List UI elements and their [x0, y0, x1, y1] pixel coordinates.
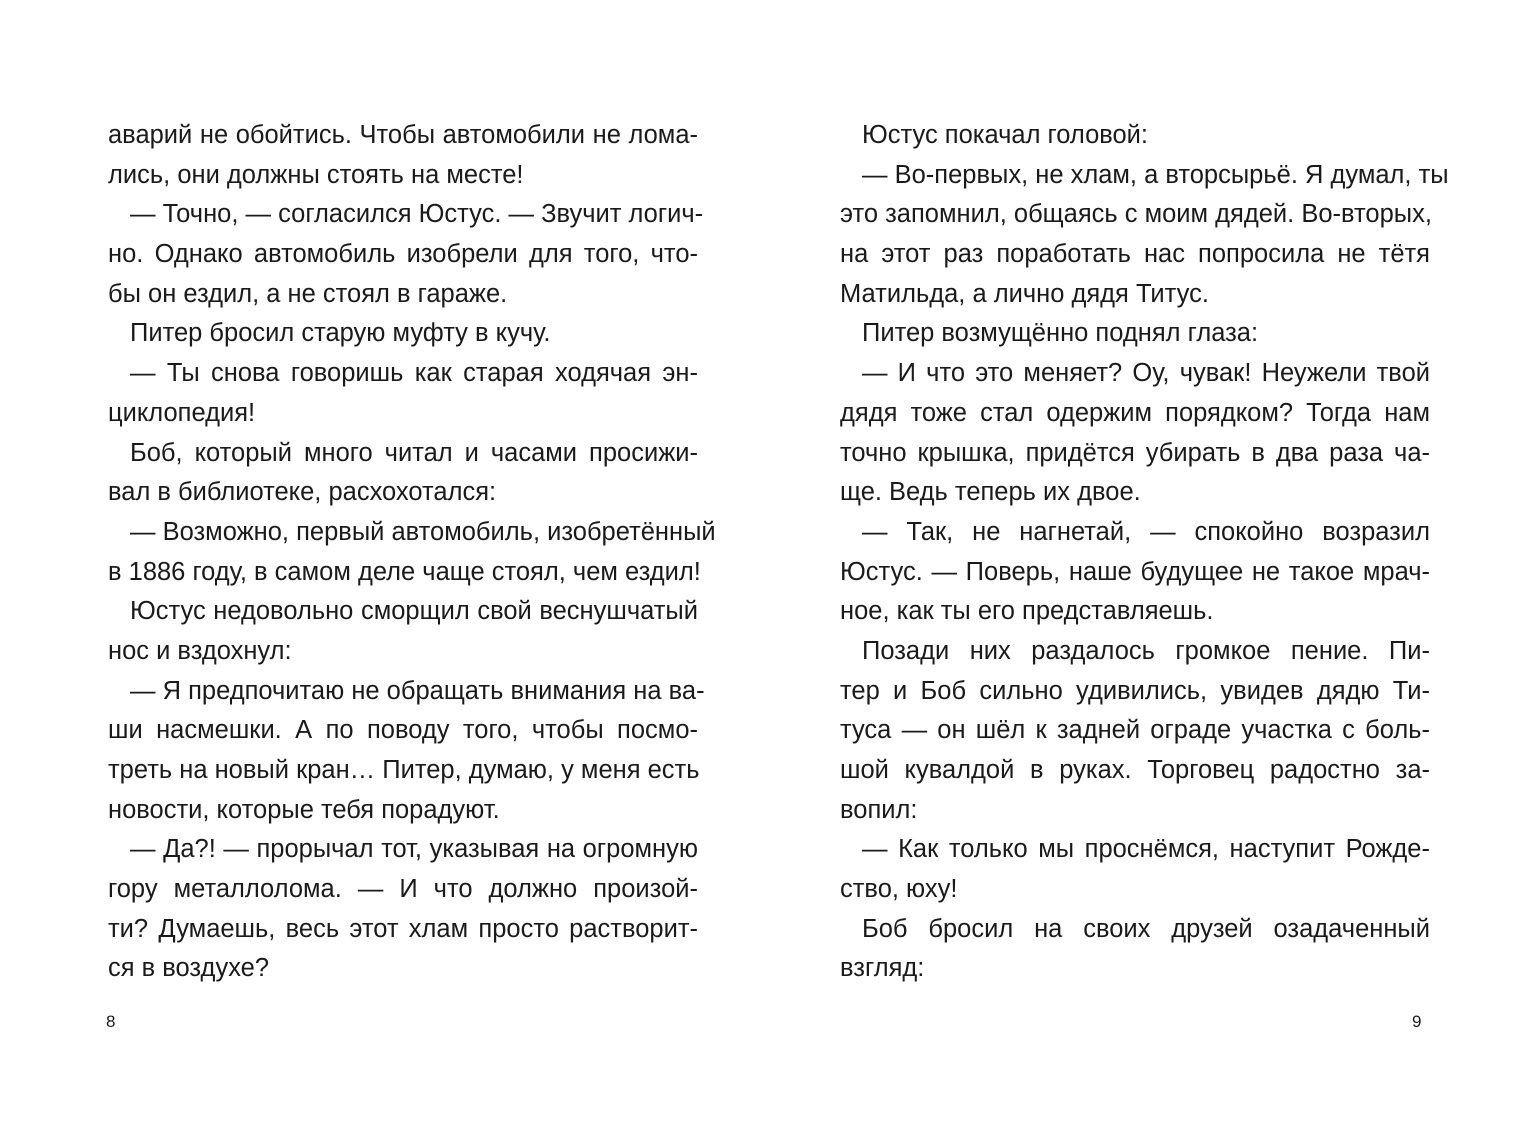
page-number-left: 8 — [106, 1012, 116, 1031]
text-line: — Ты снова говоришь как старая ходячая эн- — [130, 359, 698, 388]
text-line: Боб бросил на своих друзей озадаченный — [862, 914, 1430, 943]
text-line: ся в воздухе? — [108, 954, 270, 983]
text-line: — Так, не нагнетай, — спокойно возразил — [862, 517, 1430, 546]
text-line: Юстус покачал головой: — [862, 121, 1149, 149]
text-line: Позади них раздалось громкое пение. Пи- — [862, 636, 1430, 665]
text-line: треть на новый кран… Питер, думаю, у меня есть — [108, 756, 700, 784]
text-line: тер и Боб сильно удивились, увидев дядю Ти- — [840, 676, 1430, 705]
text-line: ти? Думаешь, весь этот хлам просто растворит- — [108, 914, 698, 943]
text-line: Боб, который много читал и часами просижи- — [130, 438, 698, 467]
text-line: новости, которые тебя порадуют. — [108, 795, 500, 824]
left-page-text — [108, 116, 716, 989]
text-line: аварий не обойтись. Чтобы автомобили не лома- — [108, 121, 698, 149]
text-line: Матильда, а лично дядя Титус. — [840, 279, 1209, 308]
text-line: Питер возмущённо поднял глаза: — [862, 319, 1259, 348]
text-line: — Да?! — прорычал тот, указывая на огромную — [130, 835, 698, 864]
text-line: вопил: — [840, 795, 918, 824]
text-line: дядя тоже стал одержим порядком? Тогда нам — [840, 398, 1430, 427]
text-line: но. Однако автомобиль изобрели для того, что- — [108, 240, 698, 269]
text-line: ще. Ведь теперь их двое. — [840, 478, 1141, 507]
text-line: — Возможно, первый автомобиль, изобретённый — [130, 517, 716, 546]
text-line: бы он ездил, а не стоял в гараже. — [108, 279, 508, 308]
text-line: — Я предпочитаю не обращать внимания на ва- — [130, 676, 705, 705]
text-line: туса — он шёл к задней ограде участка с боль- — [840, 716, 1430, 745]
text-line: ное, как ты его представляешь. — [840, 597, 1214, 626]
text-line: лись, они должны стоять на месте! — [108, 160, 524, 189]
text-line: это запомнил, общаясь с моим дядей. Во-вторых, — [840, 200, 1432, 229]
text-line: Юстус недовольно сморщил свой веснушчатый — [130, 597, 698, 626]
text-line: — И что это меняет? Оу, чувак! Неужели твой — [862, 359, 1430, 388]
text-line: Юстус. — Поверь, наше будущее не такое мрач- — [840, 557, 1430, 586]
text-line: Питер бросил старую муфту в кучу. — [130, 319, 551, 348]
page-number-right: 9 — [1412, 1012, 1422, 1031]
text-line: ство, юху! — [840, 875, 958, 904]
text-line: — Во-первых, не хлам, а вторсырьё. Я думал, ты — [862, 160, 1449, 189]
right-page-text — [840, 116, 1449, 989]
text-line: нос и вздохнул: — [108, 636, 292, 665]
text-line: гору металлолома. — И что должно произой- — [108, 875, 698, 904]
text-line: вал в библиотеке, расхохотался: — [108, 478, 497, 507]
text-line: циклопедия! — [108, 398, 256, 427]
text-line: ши насмешки. А по поводу того, чтобы посмо- — [108, 716, 698, 745]
text-line: взгляд: — [840, 954, 925, 983]
text-line: на этот раз поработать нас попросила не тётя — [840, 240, 1430, 269]
text-line: в 1886 году, в самом деле чаще стоял, чем ездил! — [108, 557, 701, 586]
text-line: шой кувалдой в руках. Торговец радостно за- — [840, 756, 1430, 784]
text-line: точно крышка, придётся убирать в два раза ча- — [840, 438, 1430, 467]
text-line: — Как только мы проснёмся, наступит Рожде- — [862, 835, 1430, 864]
text-line: — Точно, — согласился Юстус. — Звучит логич- — [130, 200, 704, 229]
